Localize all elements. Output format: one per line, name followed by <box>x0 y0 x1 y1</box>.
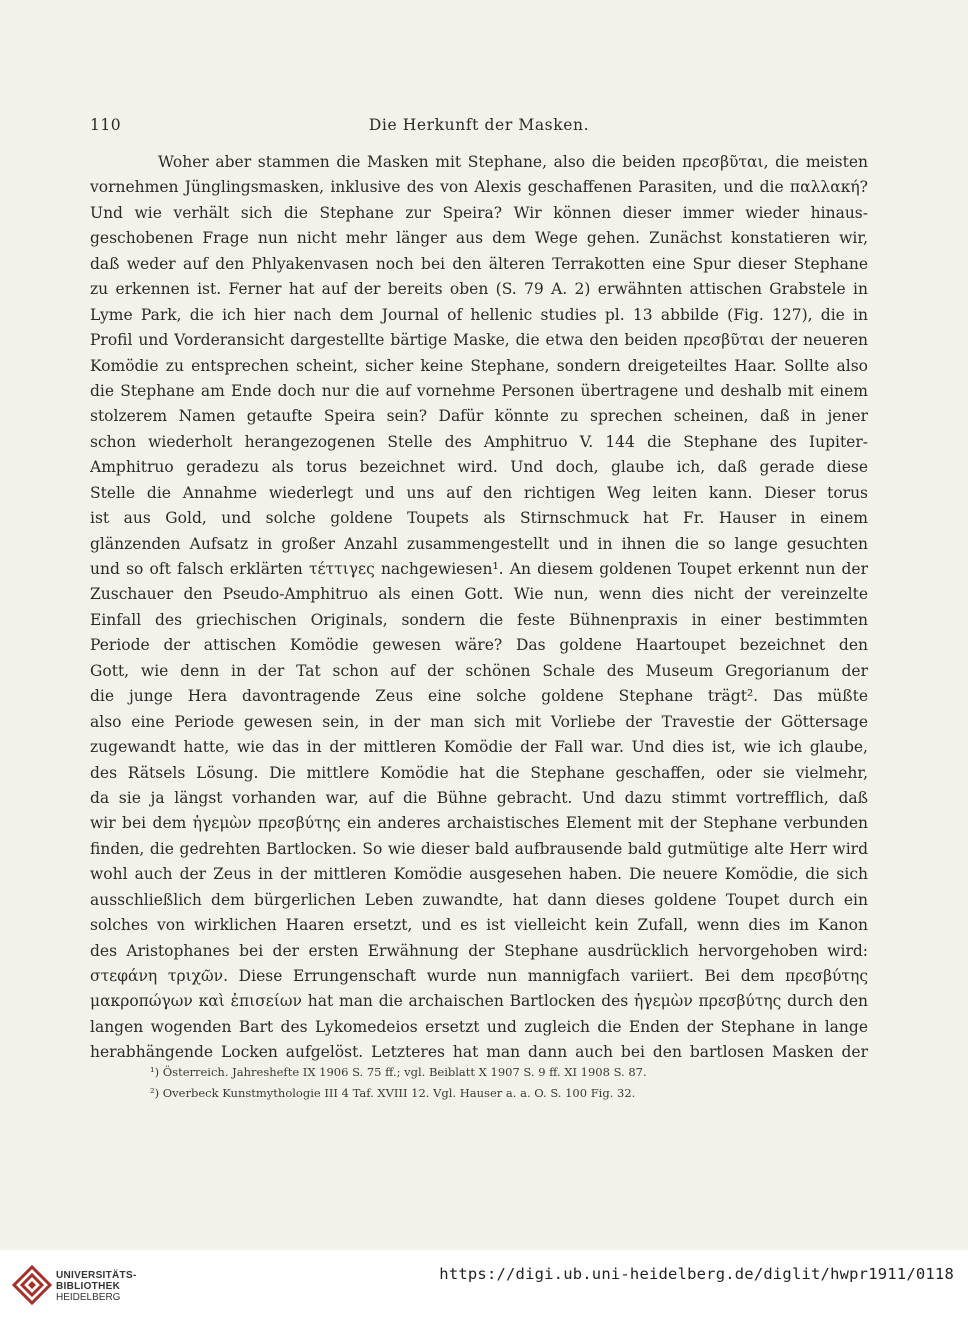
body-text <box>90 150 868 1066</box>
text-line: Woher aber stammen die Masken mit Stephane, also die beiden πρεσβῦται, die meisten <box>158 153 868 171</box>
text-line: langen wogenden Bart des Lykomedeios ersetzt und zugleich die Enden der Stephane in lange <box>90 1017 868 1036</box>
text-line: stolzerem Namen getaufte Speira sein? Dafür könnte zu sprechen scheinen, daß in jener <box>90 407 868 426</box>
text-line: solches von wirklichen Haaren ersetzt, und es ist vielleicht kein Zufall, wenn dies im Kanon <box>90 916 868 935</box>
text-line: die junge Hera davontragende Zeus eine solche goldene Stephane trägt². Das müßte <box>90 687 868 706</box>
library-name <box>56 1270 137 1303</box>
text-line: wohl auch der Zeus in der mittleren Komödie ausgesehen haben. Die neuere Komödie, die sich <box>90 865 868 884</box>
footer-bar <box>0 1250 968 1325</box>
library-name-line-3: HEIDELBERG <box>56 1292 121 1303</box>
text-line: Stelle die Annahme wiederlegt und uns auf den richtigen Weg leiten kann. Dieser torus <box>90 483 868 502</box>
page-header <box>90 116 868 140</box>
text-line: Profil und Vorderansicht dargestellte bärtige Maske, die etwa den beiden πρεσβῦται der neueren <box>90 331 868 350</box>
text-line: schon wiederholt herangezogenen Stelle des Amphitruo V. 144 die Stephane des Iupiter- <box>90 432 868 451</box>
text-line: Gott, wie denn in der Tat schon auf der schönen Schale des Museum Gregorianum der <box>90 661 868 680</box>
text-line: also eine Periode gewesen sein, in der man sich mit Vorliebe der Travestie der Göttersage <box>90 712 868 731</box>
text-line: da sie ja längst vorhanden war, auf die Bühne gebracht. Und dazu stimmt vortrefflich, daß <box>90 788 868 807</box>
text-line: zu erkennen ist. Ferner hat auf der bereits oben (S. 79 A. 2) erwähnten attischen Grabstele in <box>90 280 868 299</box>
text-line: herabhängende Locken aufgelöst. Letzteres hat man dann auch bei den bartlosen Masken der <box>90 1043 868 1062</box>
text-line: glänzenden Aufsatz in großer Anzahl zusammengestellt und in ihnen die so lange gesuchten <box>90 534 868 553</box>
text-line: die Stephane am Ende doch nur die auf vornehme Personen übertragene und deshalb mit einem <box>90 381 868 400</box>
footnote-2: ²) Overbeck Kunstmythologie III 4 Taf. XVIII 12. Vgl. Hauser a. a. O. S. 100 Fig. 32. <box>150 1086 636 1100</box>
text-line: στεφάνη τριχῶν. Diese Errungenschaft wurde nun mannigfach variiert. Bei dem πρεσβύτης <box>90 967 868 985</box>
text-line: Amphitruo geradezu als torus bezeichnet wird. Und doch, glaube ich, daß gerade diese <box>90 458 868 477</box>
source-url-link[interactable]: https://digi.ub.uni-heidelberg.de/diglit/hwpr1911/0118 <box>439 1265 954 1283</box>
text-line: des Aristophanes bei der ersten Erwähnung der Stephane ausdrücklich hervorgehoben wird: <box>90 941 868 960</box>
text-line: Und wie verhält sich die Stephane zur Speira? Wir können dieser immer wieder hinaus- <box>90 203 868 222</box>
text-line: μακροπώγων καὶ ἐπισείων hat man die archaischen Bartlocken des ἡγεμὼν πρεσβύτης durch den <box>90 992 868 1011</box>
library-name-line-1: UNIVERSITÄTS- <box>56 1270 137 1281</box>
text-line: vornehmen Jünglingsmasken, inklusive des von Alexis geschaffenen Parasiten, und die παλλακή? <box>90 178 868 197</box>
heidelberg-library-logo-icon <box>10 1263 54 1307</box>
text-line: Komödie zu entsprechen scheint, sicher keine Stephane, sondern dreigeteiltes Haar. Sollte also <box>90 356 868 375</box>
text-line: ist aus Gold, und solche goldene Toupets als Stirnschmuck hat Fr. Hauser in einem <box>90 509 868 528</box>
text-line: Einfall des griechischen Originals, sondern die feste Bühnenpraxis in einer bestimmten <box>90 610 868 629</box>
text-line: Periode der attischen Komödie gewesen wäre? Das goldene Haartoupet bezeichnet den <box>90 636 868 655</box>
footnotes <box>150 1062 790 1104</box>
footnote-1: ¹) Österreich. Jahreshefte IX 1906 S. 75 ff.; vgl. Beiblatt X 1907 S. 9 ff. XI 1908 S. 87. <box>150 1065 647 1079</box>
text-line: daß weder auf den Phlyakenvasen noch bei den älteren Terrakotten eine Spur dieser Stephane <box>90 254 868 273</box>
text-line: und so oft falsch erklärten τέττιγες nachgewiesen¹. An diesem goldenen Toupet erkennt nun der <box>90 560 868 578</box>
text-line: ausschließlich dem bürgerlichen Leben zuwandte, hat dann dieses goldene Toupet durch ein <box>90 890 868 909</box>
text-line: geschobenen Frage nun nicht mehr länger aus dem Wege gehen. Zunächst konstatieren wir, <box>90 229 868 248</box>
running-title: Die Herkunft der Masken. <box>368 116 590 134</box>
text-line: wir bei dem ἡγεμὼν πρεσβύτης ein anderes archaistisches Element mit der Stephane verbunden <box>90 814 868 833</box>
text-line: finden, die gedrehten Bartlocken. So wie dieser bald aufbrausende bald gutmütige alte Herr wird <box>90 839 868 858</box>
page-number: 110 <box>90 116 122 134</box>
text-line: zugewandt hatte, wie das in der mittleren Komödie der Fall war. Und dies ist, wie ich glaube, <box>90 738 868 757</box>
text-line: Zuschauer den Pseudo-Amphitruo als einen Gott. Wie nun, wenn dies nicht der vereinzelte <box>90 585 868 604</box>
text-line: des Rätsels Lösung. Die mittlere Komödie hat die Stephane geschaffen, oder sie vielmehr, <box>90 763 868 782</box>
text-line: Lyme Park, die ich hier nach dem Journal of hellenic studies pl. 13 abbilde (Fig. 127), die in <box>90 305 868 324</box>
library-name-line-2: BIBLIOTHEK <box>56 1281 121 1292</box>
